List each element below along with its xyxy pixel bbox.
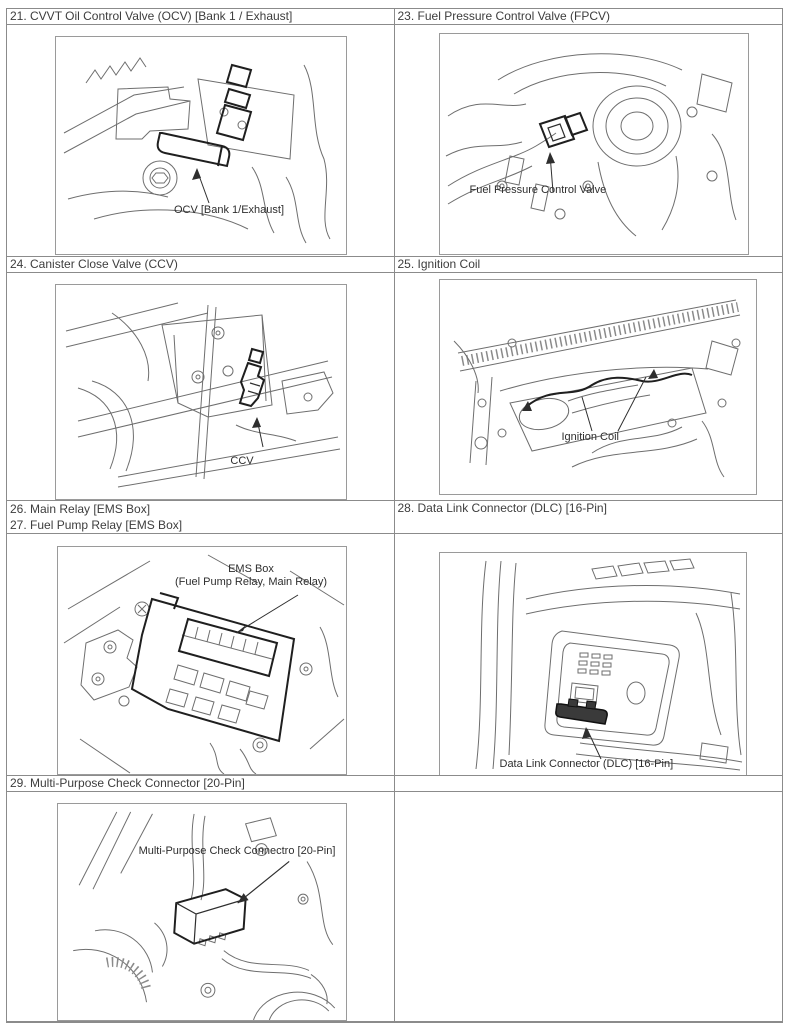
- fpcv-illustration: [440, 34, 748, 254]
- ignition-coil-harness: [522, 369, 692, 411]
- ignition-coil-image-frame: [439, 279, 757, 495]
- header-26-27-relays: [7, 501, 395, 534]
- header-21-cvvt-ocv: 21. CVVT Oil Control Valve (OCV) [Bank 1 / Exhaust]: [7, 9, 395, 25]
- ems-box-callout-line2: (Fuel Pump Relay, Main Relay): [174, 576, 328, 588]
- cell-21-illustration: [7, 25, 395, 257]
- cell-empty: [395, 792, 783, 1021]
- cell-23-illustration: [395, 25, 783, 257]
- header-24-ccv: 24. Canister Close Valve (CCV): [7, 257, 395, 273]
- callout-arrow: [236, 595, 298, 633]
- callout-arrow: [238, 861, 290, 903]
- ignition-coil-callout-label: Ignition Coil: [561, 431, 619, 443]
- header-27-fuel-pump-relay: 27. Fuel Pump Relay [EMS Box]: [10, 518, 183, 532]
- dlc-callout-label: Data Link Connector (DLC) [16-Pin]: [499, 758, 674, 770]
- ems-box-callout-line1: EMS Box: [228, 563, 274, 575]
- check-connector-callout-label: Multi-Purpose Check Connectro [20-Pin]: [138, 845, 336, 857]
- cell-29-illustration: [7, 792, 395, 1021]
- header-23-fpcv: 23. Fuel Pressure Control Valve (FPCV): [395, 9, 783, 25]
- check-connector-illustration: [58, 804, 346, 1020]
- callout-arrow: [192, 168, 209, 203]
- check-connector-image-frame: [57, 803, 347, 1021]
- ocv-illustration: [56, 37, 346, 254]
- ccv-image-frame: [55, 284, 347, 500]
- ocv-image-frame: [55, 36, 347, 255]
- header-empty: [395, 776, 783, 792]
- cell-25-illustration: [395, 273, 783, 501]
- dlc-illustration: [440, 553, 746, 775]
- fpcv-component: [540, 113, 587, 147]
- ems-box-component: [132, 593, 294, 741]
- cell-26-27-illustration: [7, 534, 395, 776]
- fpcv-callout-label: Fuel Pressure Control Valve: [469, 184, 607, 196]
- header-26-main-relay: 26. Main Relay [EMS Box]: [10, 502, 151, 516]
- callout-arrow: [582, 727, 601, 759]
- fpcv-image-frame: [439, 33, 749, 255]
- ocv-callout-label: OCV [Bank 1/Exhaust]: [173, 204, 285, 216]
- header-29-multi-purpose-connector: 29. Multi-Purpose Check Connector [20-Pin]: [7, 776, 395, 792]
- cell-28-illustration: [395, 534, 783, 776]
- component-location-table: [6, 8, 783, 1023]
- header-28-dlc: 28. Data Link Connector (DLC) [16-Pin]: [395, 501, 783, 534]
- dlc-image-frame: [439, 552, 747, 776]
- ccv-callout-label: CCV: [230, 455, 254, 467]
- cell-24-illustration: [7, 273, 395, 501]
- ignition-coil-illustration: [440, 280, 756, 494]
- header-25-ignition-coil: 25. Ignition Coil: [395, 257, 783, 273]
- ccv-illustration: [56, 285, 346, 499]
- ems-box-image-frame: [57, 546, 347, 775]
